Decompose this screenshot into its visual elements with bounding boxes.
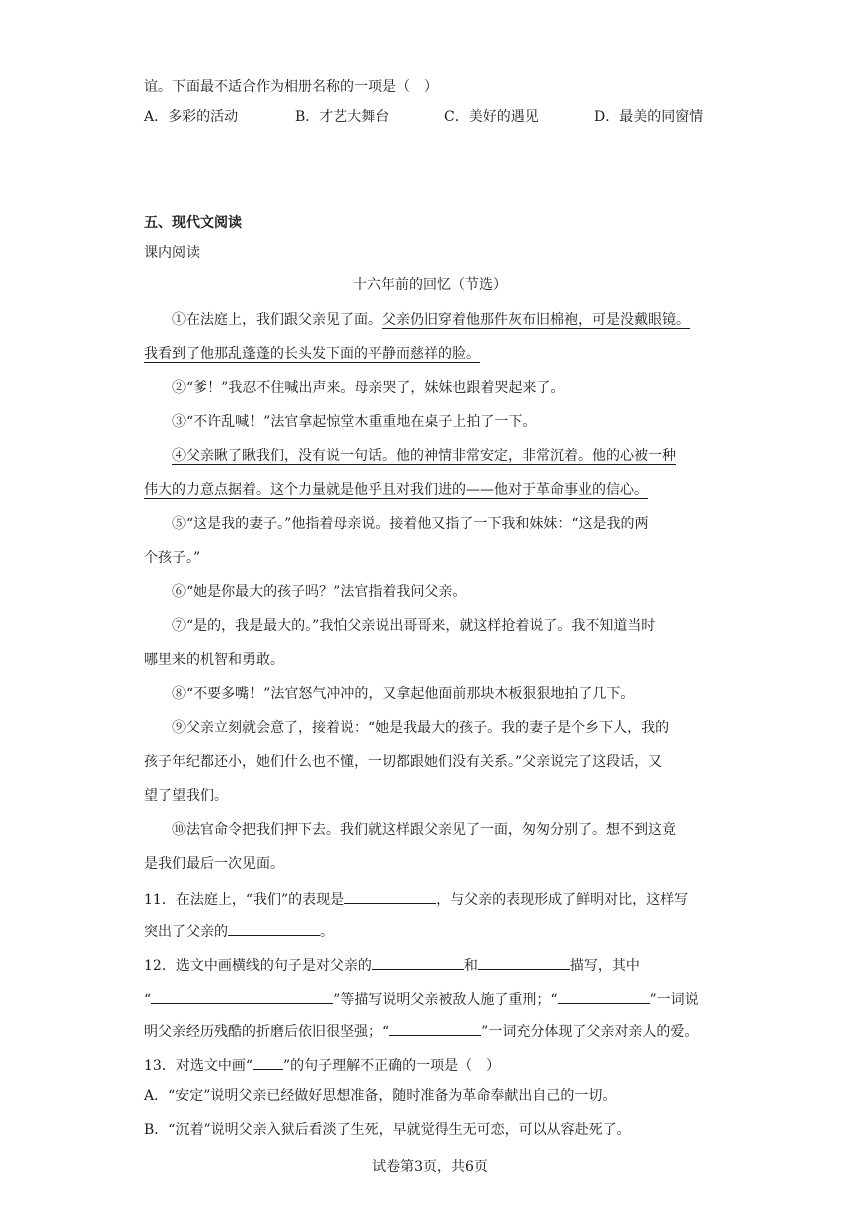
page-footer: 试卷第3页，共6页	[372, 1159, 488, 1175]
question-13-text: ”的句子理解不正确的一项是（ ）	[282, 1058, 501, 1074]
question-12-text: “	[144, 992, 152, 1008]
question-11-text: ，与父亲的表现形成了鲜明对比，这样写	[436, 892, 689, 908]
question-12-text: ”一词充分体现了父亲对亲人的爱。	[481, 1024, 699, 1040]
underline-sample	[253, 1054, 283, 1070]
section-heading: 五、现代文阅读	[144, 215, 242, 231]
question-12-text: ”一词说	[649, 992, 699, 1008]
paragraph-10-line-2: 是我们最后一次见面。	[144, 856, 284, 872]
option-d: D．最美的同窗情	[594, 109, 704, 125]
paragraph-9-line-1: ⑨父亲立刻就会意了，接着说：“她是我最大的孩子。我的妻子是个乡下人，我的	[172, 720, 670, 736]
paragraph-1-line-2	[144, 344, 480, 364]
question-12-text: 描写，其中	[569, 958, 640, 974]
paragraph-2: ②“爹！”我忍不住喊出声来。母亲哭了，妹妹也跟着哭起来了。	[172, 380, 565, 396]
question-12-text: 和	[463, 958, 478, 974]
underlined-sentence: 我看到了他那乱蓬蓬的长头发下面的平静而慈祥的脸。	[144, 346, 480, 362]
question-11-text: 11．在法庭上，“我们”的表现是	[144, 892, 345, 908]
question-12-text: ”等描写说明父亲被敌人施了重刑；“	[333, 992, 558, 1008]
answer-blank[interactable]	[151, 988, 333, 1004]
question-12-text: 明父亲经历残酷的折磨后依旧很坚强；“	[144, 1024, 390, 1040]
question-13-text: 13．对选文中画“	[144, 1058, 253, 1074]
question-13-option-b: B．“沉着”说明父亲入狱后看淡了生死，早就觉得生无可恋，可以从容赴死了。	[144, 1122, 631, 1138]
paragraph-5-line-1: ⑤“这是我的妻子。”他指着母亲说。接着他又指了一下我和妹妹：“这是我的两	[172, 516, 649, 532]
question-11-line-1	[144, 888, 688, 910]
question-11-text: 。	[320, 924, 334, 940]
question-12-text: 12．选文中画横线的句子是对父亲的	[144, 958, 372, 974]
question-13-option-a: A．“安定”说明父亲已经做好思想准备，随时准备为革命奉献出自己的一切。	[144, 1088, 617, 1104]
paragraph-8: ⑧“不要多嘴！”法官怒气冲冲的，又拿起他面前那块木板狠狠地拍了几下。	[172, 686, 635, 702]
answer-blank[interactable]	[228, 920, 320, 936]
section-subheading: 课内阅读	[144, 245, 200, 261]
paragraph-7-line-1: ⑦“是的，我是最大的。”我怕父亲说出哥哥来，就这样抢着说了。我不知道当时	[172, 618, 656, 634]
answer-blank[interactable]	[372, 954, 464, 970]
paragraph-9-line-3: 望了望我们。	[144, 788, 228, 804]
paragraph-6: ⑥“她是你最大的孩子吗？”法官指着我问父亲。	[172, 584, 467, 600]
question-12-line-2	[144, 988, 699, 1010]
option-b: B．才艺大舞台	[295, 109, 390, 125]
option-a: A．多彩的活动	[144, 109, 239, 125]
passage-title: 十六年前的回忆（节选）	[353, 277, 507, 293]
paragraph-9-line-2: 孩子年纪都还小，她们什么也不懂，一切都跟她们没有关系。”父亲说完了这段话，又	[144, 754, 663, 770]
paragraph-4-line-2: 伟大的力意点据着。这个力量就是他乎且对我们进的——他对于革命事业的信心。	[144, 482, 648, 498]
answer-blank[interactable]	[344, 888, 436, 904]
question-10-stem: 谊。下面最不适合作为相册名称的一项是（ ）	[144, 79, 438, 95]
answer-blank[interactable]	[558, 988, 650, 1004]
question-12-line-3	[144, 1020, 698, 1042]
paragraph-1-line-1	[172, 310, 690, 330]
question-11-line-2	[144, 920, 334, 942]
paragraph-5-line-2: 个孩子。”	[144, 550, 201, 566]
option-c: C．美好的遇见	[444, 109, 539, 125]
question-11-text: 突出了父亲的	[144, 924, 228, 940]
answer-blank[interactable]	[389, 1020, 481, 1036]
paragraph-1-text: ①在法庭上，我们跟父亲见了面。	[172, 312, 382, 328]
answer-blank[interactable]	[478, 954, 570, 970]
question-13-stem	[144, 1054, 500, 1076]
underlined-sentence: 父亲仍旧穿着他那件灰布旧棉袍，可是没戴眼镜。	[382, 312, 690, 328]
question-12-line-1	[144, 954, 640, 976]
paragraph-7-line-2: 哪里来的机智和勇敢。	[144, 652, 284, 668]
paragraph-4-line-1: ④父亲瞅了瞅我们，没有说一句话。他的神情非常安定，非常沉着。他的心被一种	[172, 448, 676, 464]
paragraph-3: ③“不许乱喊！”法官拿起惊堂木重重地在桌子上拍了一下。	[172, 414, 537, 430]
paragraph-10-line-1: ⑩法官命令把我们押下去。我们就这样跟父亲见了一面，匆匆分别了。想不到这竟	[172, 822, 676, 838]
